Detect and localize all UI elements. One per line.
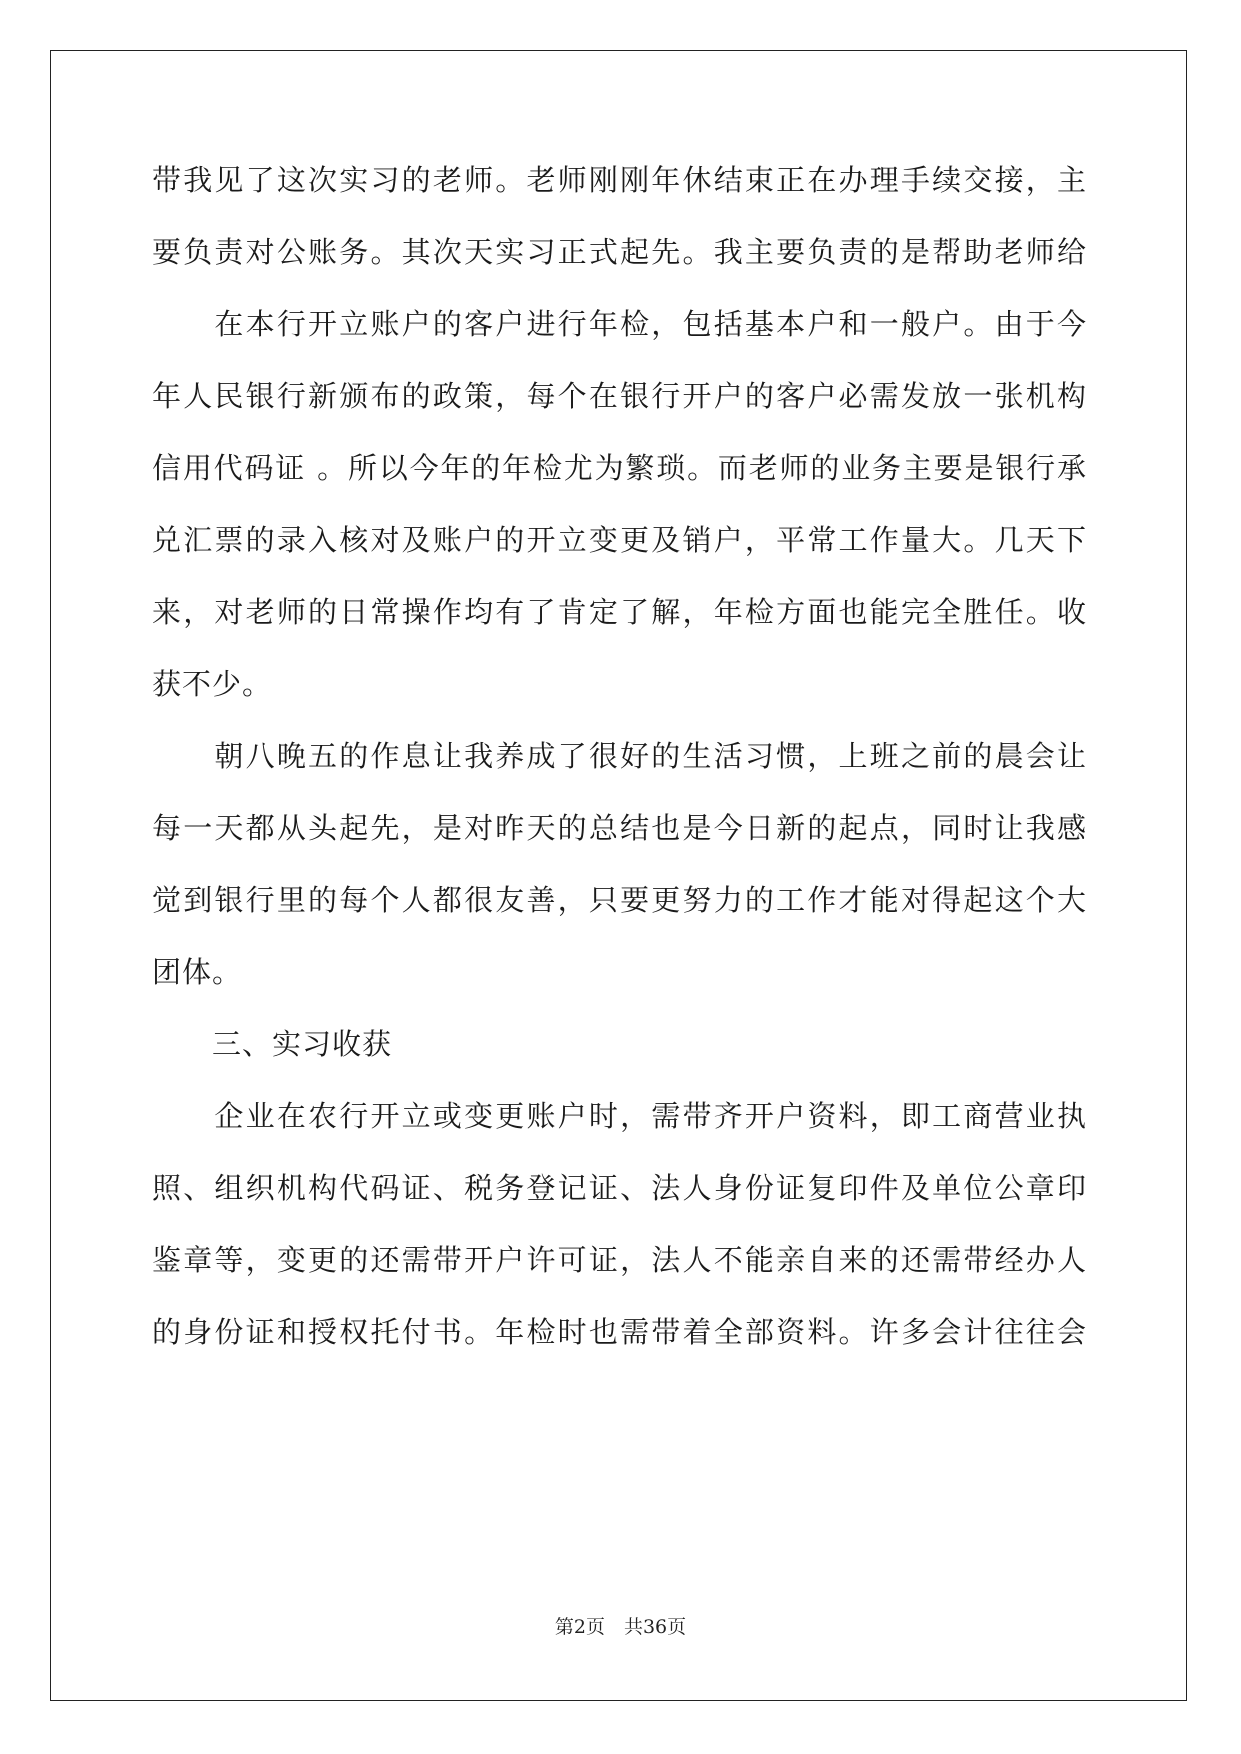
text-line: 在本行开立账户的客户进行年检，包括基本户和一般户。由于今 <box>152 307 1087 341</box>
text-line: 团体。 <box>152 955 243 989</box>
page-border <box>50 50 1187 1701</box>
text-line: 的身份证和授权托付书。年检时也需带着全部资料。许多会计往往会 <box>152 1315 1087 1349</box>
text-line: 兑汇票的录入核对及账户的开立变更及销户，平常工作量大。几天下 <box>152 523 1087 557</box>
section-heading: 三、实习收获 <box>152 1027 393 1061</box>
text-line: 每一天都从头起先，是对昨天的总结也是今日新的起点，同时让我感 <box>152 811 1087 845</box>
text-line: 获不少。 <box>152 667 273 701</box>
page-number: 第2页 共36页 <box>554 1616 687 1638</box>
text-line: 照、组织机构代码证、税务登记证、法人身份证复印件及单位公章印 <box>152 1171 1087 1205</box>
text-line: 要负责对公账务。其次天实习正式起先。我主要负责的是帮助老师给 <box>152 235 1087 269</box>
text-line: 来，对老师的日常操作均有了肯定了解，年检方面也能完全胜任。收 <box>152 595 1087 629</box>
text-line: 信用代码证 。所以今年的年检尤为繁琐。而老师的业务主要是银行承 <box>152 451 1087 485</box>
text-line: 带我见了这次实习的老师。老师刚刚年休结束正在办理手续交接，主 <box>152 163 1087 197</box>
text-line: 年人民银行新颁布的政策，每个在银行开户的客户必需发放一张机构 <box>152 379 1087 413</box>
text-line: 朝八晚五的作息让我养成了很好的生活习惯，上班之前的晨会让 <box>152 739 1087 773</box>
text-line: 鉴章等，变更的还需带开户许可证，法人不能亲自来的还需带经办人 <box>152 1243 1087 1277</box>
text-line: 觉到银行里的每个人都很友善，只要更努力的工作才能对得起这个大 <box>152 883 1087 917</box>
text-line: 企业在农行开立或变更账户时，需带齐开户资料，即工商营业执 <box>152 1099 1087 1133</box>
